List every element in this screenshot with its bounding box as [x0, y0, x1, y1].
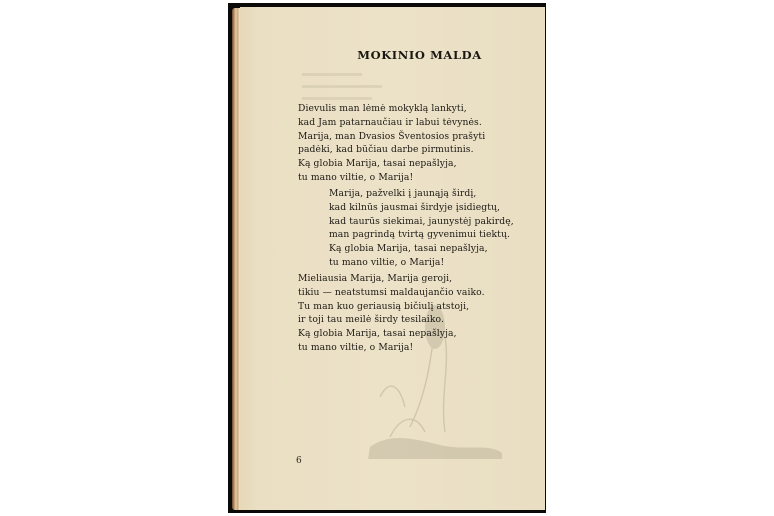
poem-line: kad taurūs siekimai, jaunystėj pakirdę,	[329, 215, 514, 227]
poem-line: kad kilnūs jausmai širdyje įsidiegtų,	[329, 201, 501, 213]
poem-line: Ką globia Marija, tasai nepašlyja,	[298, 158, 457, 170]
stanza-1	[298, 102, 485, 185]
poem-line: Dievulis man lėmė mokyklą lankyti,	[298, 103, 467, 114]
book-page	[240, 7, 545, 510]
poem-line: padėki, kad būčiau darbe pirmutinis.	[298, 144, 474, 156]
poem-line: tu mano viltie, o Marija!	[329, 256, 445, 268]
poem-line: ir toji tau meilė širdy tesilaiko.	[298, 314, 445, 326]
page-number: 6	[296, 456, 302, 466]
poem-line: Mieliausia Marija, Marija geroji,	[298, 273, 453, 284]
poem-line: tikiu — neatstumsi maldaujančio vaiko.	[298, 286, 485, 298]
poem-line: tu mano viltie, o Marija!	[298, 171, 414, 183]
poem-line: Tu man kuo geriausią bičiulį atstoji,	[298, 300, 470, 312]
poem-line: Marija, man Dvasios Šventosios prašyti	[298, 130, 486, 142]
poem-line: kad Jam patarnaučiau ir labui tėvynės.	[298, 116, 482, 128]
poem-line: Ką globia Marija, tasai nepašlyja,	[329, 243, 488, 255]
poem-line: tu mano viltie, o Marija!	[298, 341, 414, 353]
stanza-2	[329, 187, 514, 270]
poem-line: Marija, pažvelki į jaunąją širdį,	[329, 188, 477, 199]
poem-line: man pagrindą tvirtą gyvenimui tiektų.	[329, 229, 511, 241]
stanza-3	[298, 272, 485, 355]
poem-line: Ką globia Marija, tasai nepašlyja,	[298, 328, 457, 340]
poem-title: MOKINIO MALDA	[357, 48, 482, 62]
